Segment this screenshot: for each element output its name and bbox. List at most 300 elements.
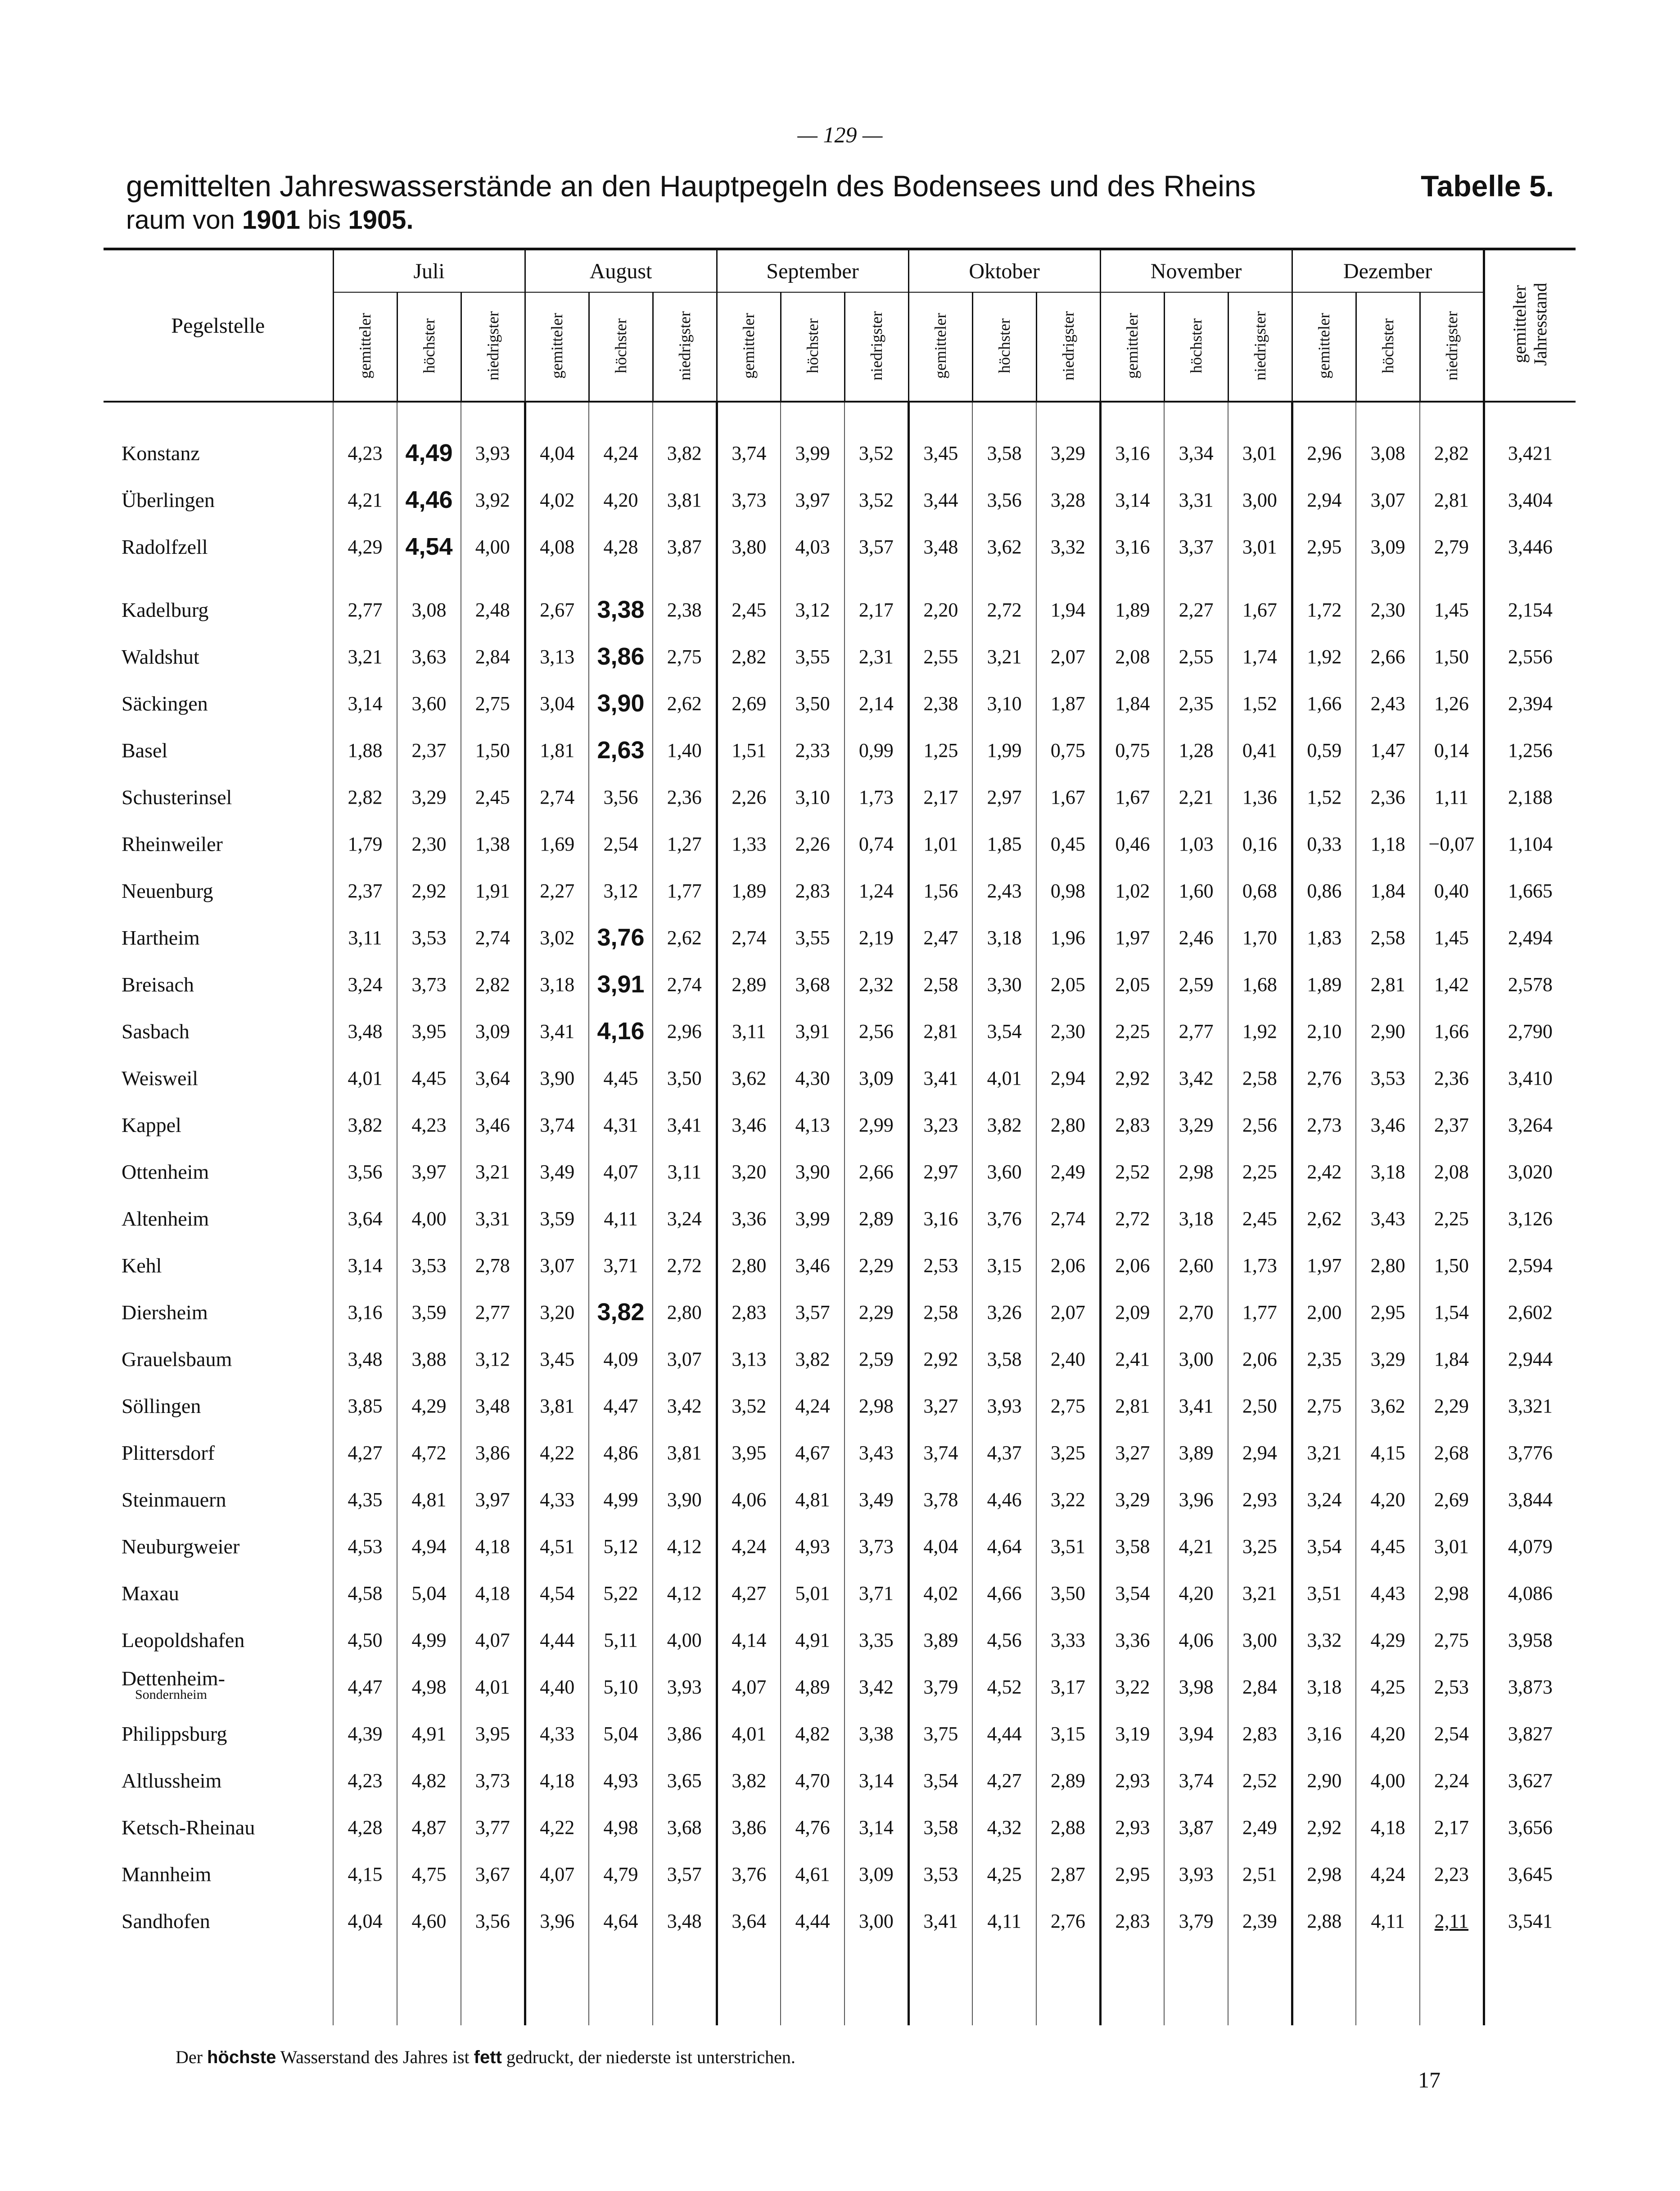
value-cell: 3,20 (717, 1148, 781, 1195)
value-cell: 2,98 (845, 1382, 908, 1429)
value-cell: 2,69 (717, 680, 781, 727)
value-cell: 3,00 (1228, 1616, 1292, 1663)
value-cell: 1,56 (908, 867, 972, 914)
value-cell: 0,75 (1100, 727, 1164, 774)
value-cell: 1,52 (1228, 680, 1292, 727)
value-cell: 2,58 (1356, 914, 1420, 961)
value-cell: 3,78 (908, 1476, 972, 1523)
value-cell: 3,41 (525, 1008, 589, 1055)
value-cell: 4,20 (1356, 1476, 1420, 1523)
value-cell: 3,45 (908, 430, 972, 476)
station-name: Säckingen (122, 692, 208, 715)
value-cell: 0,16 (1228, 820, 1292, 867)
station-name: Altenheim (122, 1207, 209, 1230)
value-cell: 2,59 (845, 1335, 908, 1382)
station-name: Sasbach (122, 1019, 190, 1043)
value-cell: 3,32 (1036, 523, 1100, 570)
value-cell: 4,14 (717, 1616, 781, 1663)
value-cell: 3,95 (717, 1429, 781, 1476)
value-cell: 3,11 (333, 914, 397, 961)
value-cell: 3,79 (1164, 1897, 1228, 1944)
value-cell: 5,11 (589, 1616, 653, 1663)
value-cell: 1,70 (1228, 914, 1292, 961)
value-cell: 2,92 (397, 867, 461, 914)
value-cell: 0,98 (1036, 867, 1100, 914)
value-cell: 3,16 (908, 1195, 972, 1242)
value-cell: 3,74 (717, 430, 781, 476)
value-cell: 3,89 (1164, 1429, 1228, 1476)
value-cell: 3,29 (1036, 430, 1100, 476)
value-cell: 3,57 (781, 1289, 845, 1335)
value-cell: 2,17 (845, 586, 908, 633)
year-average-cell: 3,541 (1484, 1897, 1576, 1944)
value-cell: 2,87 (1036, 1851, 1100, 1897)
value-cell: 2,43 (972, 867, 1036, 914)
value-cell: 3,59 (397, 1289, 461, 1335)
value-cell: 4,99 (397, 1616, 461, 1663)
value-cell: 5,12 (589, 1523, 653, 1570)
value-cell: 0,33 (1292, 820, 1356, 867)
value-cell: 3,14 (1100, 476, 1164, 523)
value-cell: 2,74 (717, 914, 781, 961)
header-pegelstelle: Pegelstelle (104, 249, 333, 402)
sub-header-label: gemitteler (548, 312, 566, 379)
value-cell: 3,91 (589, 961, 653, 1008)
value-cell: 4,93 (589, 1757, 653, 1804)
sub-header-1-1 (589, 292, 653, 402)
value-cell: 2,83 (1100, 1897, 1164, 1944)
value-cell: 3,55 (781, 633, 845, 680)
value-cell: 3,42 (845, 1663, 908, 1710)
value-cell: 3,21 (972, 633, 1036, 680)
sub-header-2-2 (845, 292, 908, 402)
value-cell: 4,21 (333, 476, 397, 523)
spacer-cell (972, 402, 1036, 430)
value-cell: 2,96 (653, 1008, 717, 1055)
value-cell: 0,59 (1292, 727, 1356, 774)
value-cell: 1,81 (525, 727, 589, 774)
page-title: gemittelten Jahreswasserstände an den Hauptpegeln des Bodensees und des Rheins (126, 169, 1256, 203)
value-cell: 4,37 (972, 1429, 1036, 1476)
value-cell: 4,27 (972, 1757, 1036, 1804)
value-cell: 3,74 (908, 1429, 972, 1476)
value-cell: 3,53 (397, 1242, 461, 1289)
value-cell: 1,40 (653, 727, 717, 774)
value-cell: 2,75 (1292, 1382, 1356, 1429)
value-cell: 2,41 (1100, 1335, 1164, 1382)
value-cell: 0,68 (1228, 867, 1292, 914)
value-cell: 5,01 (781, 1570, 845, 1616)
value-cell: 2,52 (1228, 1757, 1292, 1804)
value-cell: 3,93 (653, 1663, 717, 1710)
sub-header-label: niedrigster (1442, 311, 1461, 380)
value-cell: 4,33 (525, 1476, 589, 1523)
value-cell: 4,45 (397, 1055, 461, 1101)
value-cell: 1,99 (972, 727, 1036, 774)
value-cell: 4,04 (525, 430, 589, 476)
value-cell: 3,15 (972, 1242, 1036, 1289)
value-cell: 2,25 (1420, 1195, 1484, 1242)
sub-header-2-1 (781, 292, 845, 402)
value-cell: 3,04 (525, 680, 589, 727)
value-cell: 1,84 (1356, 867, 1420, 914)
sub-header-0-1 (397, 292, 461, 402)
table-row (104, 914, 1576, 961)
header-month-november: November (1100, 249, 1292, 292)
value-cell: 3,42 (1164, 1055, 1228, 1101)
value-cell: 1,89 (1100, 586, 1164, 633)
value-cell: 3,36 (1100, 1616, 1164, 1663)
value-cell: 3,82 (589, 1289, 653, 1335)
value-cell: 2,74 (461, 914, 525, 961)
sub-header-5-1 (1356, 292, 1420, 402)
value-cell: 4,18 (461, 1523, 525, 1570)
value-cell: 3,14 (845, 1757, 908, 1804)
value-cell: 2,26 (717, 774, 781, 820)
value-cell: 4,25 (1356, 1663, 1420, 1710)
value-cell: 2,51 (1228, 1851, 1292, 1897)
value-cell: 3,82 (333, 1101, 397, 1148)
value-cell: 2,24 (1420, 1757, 1484, 1804)
value-cell: 2,80 (1036, 1101, 1100, 1148)
value-cell: 3,68 (653, 1804, 717, 1851)
value-cell: 3,90 (781, 1148, 845, 1195)
value-cell: 4,01 (972, 1055, 1036, 1101)
value-cell: 2,94 (1292, 476, 1356, 523)
value-cell: 1,11 (1420, 774, 1484, 820)
value-cell: 3,77 (461, 1804, 525, 1851)
value-cell: 2,50 (1228, 1382, 1292, 1429)
value-cell: 2,06 (1036, 1242, 1100, 1289)
value-cell: 3,51 (1036, 1523, 1100, 1570)
value-cell: 3,16 (333, 1289, 397, 1335)
value-cell: 2,58 (908, 961, 972, 1008)
value-cell: 3,02 (525, 914, 589, 961)
value-cell: 3,71 (845, 1570, 908, 1616)
value-cell: 4,53 (333, 1523, 397, 1570)
value-cell: 2,07 (1036, 1289, 1100, 1335)
value-cell: 1,50 (1420, 1242, 1484, 1289)
table-row (104, 1195, 1576, 1242)
value-cell: 1,87 (1036, 680, 1100, 727)
value-cell: 2,82 (461, 961, 525, 1008)
value-cell: 4,50 (333, 1616, 397, 1663)
value-cell: 1,83 (1292, 914, 1356, 961)
value-cell: 5,10 (589, 1663, 653, 1710)
value-cell: 1,45 (1420, 586, 1484, 633)
value-cell: 3,24 (333, 961, 397, 1008)
spacer-cell (589, 1944, 653, 2025)
value-cell: 3,07 (653, 1335, 717, 1382)
value-cell: 3,15 (1036, 1710, 1100, 1757)
value-cell: 2,25 (1228, 1148, 1292, 1195)
value-cell: 3,90 (589, 680, 653, 727)
spacer-cell (461, 1944, 525, 2025)
value-cell: 2,81 (1100, 1382, 1164, 1429)
value-cell: 4,13 (781, 1101, 845, 1148)
value-cell: 2,82 (333, 774, 397, 820)
station-name: Altlussheim (122, 1769, 222, 1792)
value-cell: 4,31 (589, 1101, 653, 1148)
spacer-cell (397, 402, 461, 430)
value-cell: 2,45 (1228, 1195, 1292, 1242)
spacer-cell (397, 1944, 461, 2025)
value-cell: 4,60 (397, 1897, 461, 1944)
value-cell: 4,75 (397, 1851, 461, 1897)
value-cell: 2,17 (908, 774, 972, 820)
value-cell: 2,72 (1100, 1195, 1164, 1242)
year-average-cell: 3,264 (1484, 1101, 1576, 1148)
value-cell: 3,50 (781, 680, 845, 727)
table-row (104, 961, 1576, 1008)
year-average-cell: 3,627 (1484, 1757, 1576, 1804)
year-average-cell: 2,394 (1484, 680, 1576, 727)
value-cell: 1,02 (1100, 867, 1164, 914)
value-cell: 3,44 (908, 476, 972, 523)
value-cell: 1,84 (1420, 1335, 1484, 1382)
station-name: Maxau (122, 1581, 179, 1605)
value-cell: 2,83 (717, 1289, 781, 1335)
spacer-cell (1100, 1944, 1164, 2025)
value-cell: 1,68 (1228, 961, 1292, 1008)
value-cell: 3,64 (333, 1195, 397, 1242)
value-cell: 4,06 (717, 1476, 781, 1523)
sub-header-4-0 (1100, 292, 1164, 402)
value-cell: 2,93 (1100, 1804, 1164, 1851)
value-cell: 4,29 (1356, 1616, 1420, 1663)
value-cell: 3,81 (653, 476, 717, 523)
value-cell: 4,52 (972, 1663, 1036, 1710)
value-cell: 4,66 (972, 1570, 1036, 1616)
value-cell: 4,27 (717, 1570, 781, 1616)
value-cell: 3,53 (908, 1851, 972, 1897)
value-cell: 5,04 (397, 1570, 461, 1616)
value-cell: 4,81 (397, 1476, 461, 1523)
spacer-cell (1036, 570, 1100, 586)
value-cell: 3,22 (1100, 1663, 1164, 1710)
value-cell: 1,50 (1420, 633, 1484, 680)
sub-header-label: gemitteler (1123, 312, 1142, 379)
value-cell: 4,45 (1356, 1523, 1420, 1570)
value-cell: 3,41 (908, 1055, 972, 1101)
value-cell: 2,62 (653, 680, 717, 727)
value-cell: 2,14 (845, 680, 908, 727)
value-cell: 4,87 (397, 1804, 461, 1851)
value-cell: 1,45 (1420, 914, 1484, 961)
spacer-cell (1036, 1944, 1100, 2025)
value-cell: 3,16 (1292, 1710, 1356, 1757)
sub-header-label: gemitteler (1315, 312, 1333, 379)
value-cell: 3,14 (845, 1804, 908, 1851)
value-cell: 1,88 (333, 727, 397, 774)
station-name: Steinmauern (122, 1488, 226, 1511)
year-average-cell: 2,944 (1484, 1335, 1576, 1382)
value-cell: 1,84 (1100, 680, 1164, 727)
value-cell: 4,98 (397, 1663, 461, 1710)
value-cell: 3,62 (717, 1055, 781, 1101)
value-cell: 3,74 (1164, 1757, 1228, 1804)
value-cell: 0,86 (1292, 867, 1356, 914)
value-cell: 1,42 (1420, 961, 1484, 1008)
sub-header-5-2 (1420, 292, 1484, 402)
table-row (104, 586, 1576, 633)
value-cell: 4,08 (525, 523, 589, 570)
value-cell: 1,27 (653, 820, 717, 867)
value-cell: 3,56 (589, 774, 653, 820)
value-cell: 2,82 (1420, 430, 1484, 476)
value-cell: 2,92 (1100, 1055, 1164, 1101)
year-average-cell: 2,594 (1484, 1242, 1576, 1289)
value-cell: 2,84 (461, 633, 525, 680)
value-cell: 3,82 (717, 1757, 781, 1804)
value-cell: 4,28 (589, 523, 653, 570)
value-cell: 2,35 (1292, 1335, 1356, 1382)
value-cell: 2,00 (1292, 1289, 1356, 1335)
subtitle-prefix: raum von (126, 205, 235, 235)
value-cell: 2,80 (653, 1289, 717, 1335)
value-cell: 3,38 (589, 586, 653, 633)
value-cell: 4,28 (333, 1804, 397, 1851)
value-cell: 2,69 (1420, 1476, 1484, 1523)
spacer-cell (104, 1944, 333, 2025)
value-cell: 1,33 (717, 820, 781, 867)
value-cell: 3,38 (845, 1710, 908, 1757)
year-average-cell: 1,256 (1484, 727, 1576, 774)
value-cell: 3,09 (461, 1008, 525, 1055)
value-cell: 3,18 (525, 961, 589, 1008)
value-cell: 3,86 (461, 1429, 525, 1476)
spacer-cell (461, 570, 525, 586)
value-cell: 3,41 (908, 1897, 972, 1944)
value-cell: 5,04 (589, 1710, 653, 1757)
value-cell: 3,32 (1292, 1616, 1356, 1663)
value-cell: 3,73 (397, 961, 461, 1008)
value-cell: 3,67 (461, 1851, 525, 1897)
value-cell: 2,43 (1356, 680, 1420, 727)
value-cell: 2,39 (1228, 1897, 1292, 1944)
spacer-cell (1356, 570, 1420, 586)
value-cell: 2,20 (908, 586, 972, 633)
spacer-cell (104, 570, 333, 586)
value-cell: 3,93 (972, 1382, 1036, 1429)
value-cell: 3,41 (653, 1101, 717, 1148)
station-name: Neuburgweier (122, 1535, 240, 1558)
spacer-cell (1484, 570, 1576, 586)
value-cell: 2,53 (908, 1242, 972, 1289)
spacer-cell (1292, 1944, 1356, 2025)
value-cell: 3,94 (1164, 1710, 1228, 1757)
value-cell: 3,76 (717, 1851, 781, 1897)
value-cell: 2,66 (1356, 633, 1420, 680)
table-row (104, 430, 1576, 476)
value-cell: 2,75 (461, 680, 525, 727)
table-row (104, 1851, 1576, 1897)
value-cell: 4,44 (525, 1616, 589, 1663)
value-cell: 1,67 (1036, 774, 1100, 820)
value-cell: 2,45 (717, 586, 781, 633)
spacer-cell (845, 570, 908, 586)
value-cell: 2,97 (972, 774, 1036, 820)
value-cell: 1,85 (972, 820, 1036, 867)
value-cell: 2,75 (653, 633, 717, 680)
value-cell: 3,09 (1356, 523, 1420, 570)
value-cell: 0,46 (1100, 820, 1164, 867)
table-row (104, 727, 1576, 774)
value-cell: 3,86 (717, 1804, 781, 1851)
table-row (104, 867, 1576, 914)
year-average-cell: 3,645 (1484, 1851, 1576, 1897)
value-cell: 2,93 (1228, 1476, 1292, 1523)
value-cell: 3,12 (461, 1335, 525, 1382)
year-average-cell: 2,494 (1484, 914, 1576, 961)
spacer-cell (653, 570, 717, 586)
value-cell: 3,07 (1356, 476, 1420, 523)
value-cell: 2,53 (1420, 1663, 1484, 1710)
value-cell: 2,38 (908, 680, 972, 727)
value-cell: 2,47 (908, 914, 972, 961)
sub-header-label: höchster (804, 318, 822, 373)
table-row (104, 1242, 1576, 1289)
value-cell: 2,75 (1036, 1382, 1100, 1429)
value-cell: 3,01 (1228, 523, 1292, 570)
value-cell: 2,81 (1356, 961, 1420, 1008)
value-cell: 3,90 (653, 1476, 717, 1523)
sub-header-1-0 (525, 292, 589, 402)
value-cell: 3,34 (1164, 430, 1228, 476)
value-cell: 1,97 (1292, 1242, 1356, 1289)
value-cell: 2,48 (461, 586, 525, 633)
value-cell: 3,92 (461, 476, 525, 523)
value-cell: 2,95 (1356, 1289, 1420, 1335)
value-cell: 3,62 (972, 523, 1036, 570)
spacer-cell (589, 402, 653, 430)
value-cell: 1,66 (1292, 680, 1356, 727)
value-cell: 3,22 (1036, 1476, 1100, 1523)
value-cell: 4,12 (653, 1523, 717, 1570)
value-cell: 5,22 (589, 1570, 653, 1616)
value-cell: 2,46 (1164, 914, 1228, 961)
value-cell: 4,18 (525, 1757, 589, 1804)
value-cell: 4,40 (525, 1663, 589, 1710)
value-cell: 3,81 (653, 1429, 717, 1476)
year-average-cell: 2,602 (1484, 1289, 1576, 1335)
value-cell: 3,57 (653, 1851, 717, 1897)
water-level-table (104, 248, 1576, 2025)
value-cell: 2,77 (461, 1289, 525, 1335)
value-cell: 2,29 (845, 1289, 908, 1335)
sub-header-1-2 (653, 292, 717, 402)
spacer-cell (1100, 570, 1164, 586)
value-cell: 2,05 (1100, 961, 1164, 1008)
header-month-dezember: Dezember (1292, 249, 1484, 292)
value-cell: 4,00 (653, 1616, 717, 1663)
value-cell: 4,20 (589, 476, 653, 523)
value-cell: 2,92 (1292, 1804, 1356, 1851)
value-cell: 4,00 (1356, 1757, 1420, 1804)
value-cell: 2,62 (1292, 1195, 1356, 1242)
value-cell: 3,95 (397, 1008, 461, 1055)
value-cell: 4,06 (1164, 1616, 1228, 1663)
spacer-cell (104, 402, 333, 430)
spacer-cell (1164, 1944, 1228, 2025)
table-row (104, 1055, 1576, 1101)
value-cell: 2,37 (333, 867, 397, 914)
header-month-september: September (717, 249, 908, 292)
value-cell: 3,50 (653, 1055, 717, 1101)
year-average-cell: 3,404 (1484, 476, 1576, 523)
sub-header-2-0 (717, 292, 781, 402)
value-cell: 3,31 (1164, 476, 1228, 523)
